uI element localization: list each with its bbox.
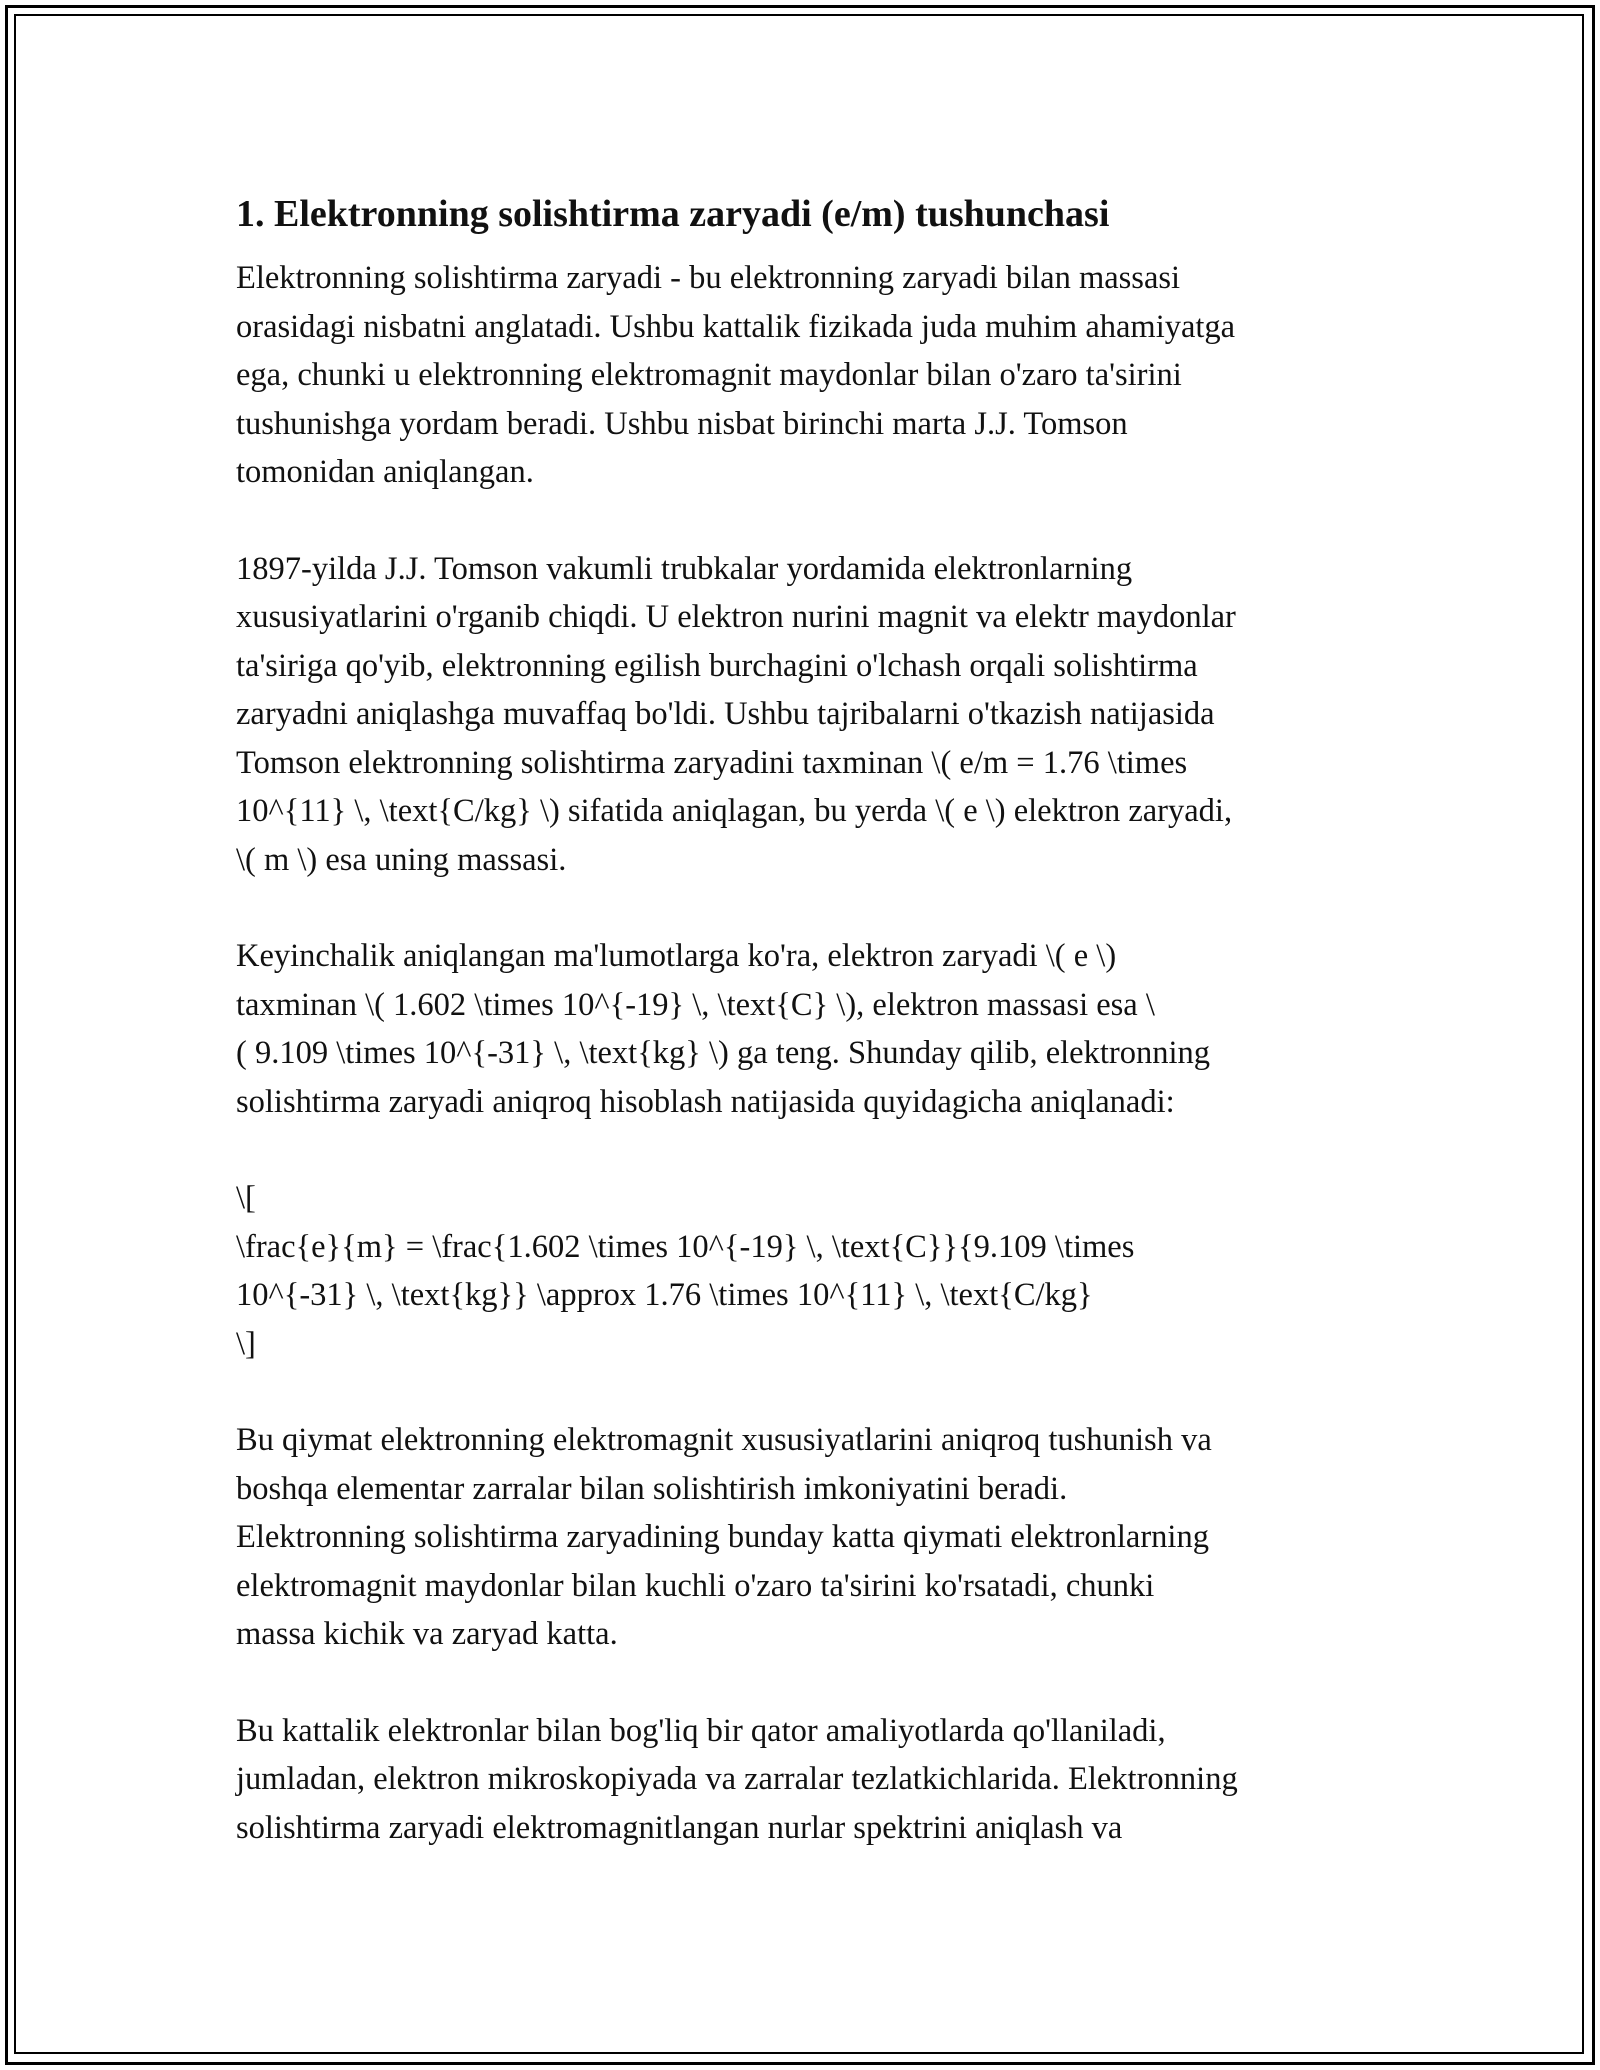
paragraph-thomson-experiment: 1897-yilda J.J. Tomson vakumli trubkalar yordamida elektronlarning xususiyatlarini o'rganib chiqdi. U elektron nurini magnit va elektr maydonlar ta'siriga qo'yib, elektronning egilish burchagini o'lchash orqali solishtirma zaryadni aniqlashga muvaffaq bo'ldi. Ushbu tajribalarni o'tkazish natijasida Tomson elektronning solishtirma zaryadini taxminan \( e/m = 1.76 \times 10^{11} \, \text{C/kg} \) sifatida aniqlagan, bu yerda \( e \) elektron zaryadi, \( m \) esa uning massasi.: [236, 550, 1236, 878]
section-heading: 1. Elektronning solishtirma zaryadi (e/m) tushunchasi: [236, 193, 1110, 235]
paragraph-later-measurements: Keyinchalik aniqlangan ma'lumotlarga ko'ra, elektron zaryadi \( e \) taxminan \( 1.602 \times 10^{-19} \, \text{C} \), elektron massasi esa \ ( 9.109 \times 10^{-31} \, \text{kg} \) ga teng. Shunday qilib, elektronning solishtirma zaryadi aniqroq hisoblash natijasida quyidagicha aniqlanadi:: [236, 938, 1210, 1120]
equation-block: \[ \frac{e}{m} = \frac{1.602 \times 10^{-19} \, \text{C}}{9.109 \times 10^{-31} \, \text{kg}} \approx 1.76 \times 10^{11} \, \text{C/kg} \]: [236, 1180, 1135, 1362]
paragraph-definition: Elektronning solishtirma zaryadi - bu elektronning zaryadi bilan massasi orasidagi nisbatni anglatadi. Ushbu kattalik fizikada juda muhim ahamiyatga ega, chunki u elektronning elektromagnit maydonlar bilan o'zaro ta'sirini tushunishga yordam beradi. Ushbu nisbat birinchi marta J.J. Tomson tomonidan aniqlangan.: [236, 260, 1236, 490]
paragraph-significance: Bu qiymat elektronning elektromagnit xususiyatlarini aniqroq tushunish va boshqa elementar zarralar bilan solishtirish imkoniyatini beradi. Elektronning solishtirma zaryadining bunday katta qiymati elektronlarning elektromagnit maydonlar bilan kuchli o'zaro ta'sirini ko'rsatadi, chunki massa kichik va zaryad katta.: [236, 1422, 1212, 1652]
paragraph-applications: Bu kattalik elektronlar bilan bog'liq bir qator amaliyotlarda qo'llaniladi, jumladan, elektron mikroskopiyada va zarralar tezlatkichlarida. Elektronning solishtirma zaryadi elektromagnitlangan nurlar spektrini aniqlash va: [236, 1712, 1238, 1846]
document-body: [236, 186, 1376, 1900]
